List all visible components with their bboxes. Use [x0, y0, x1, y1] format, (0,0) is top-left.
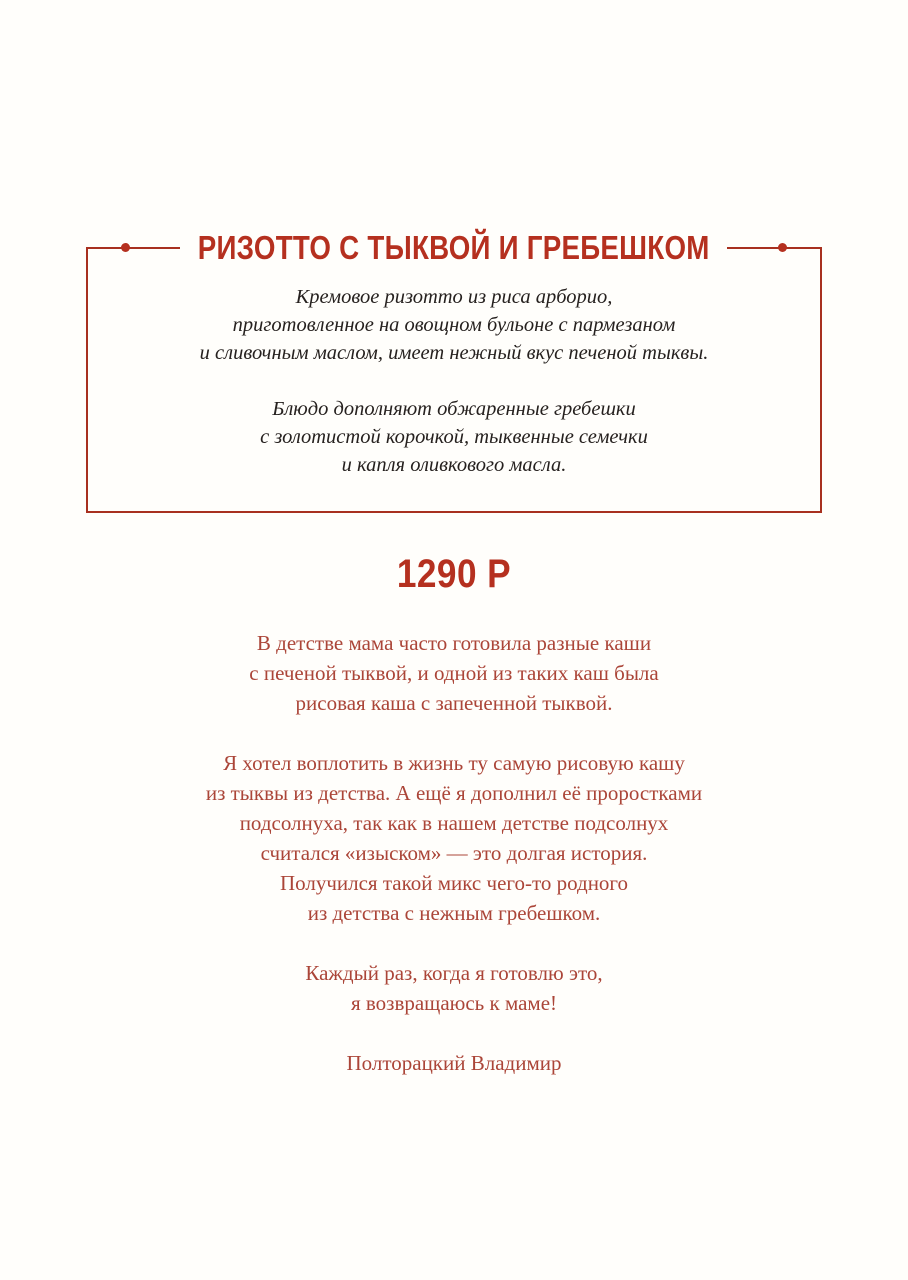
- dish-desc-line: и капля оливкового масла.: [341, 454, 567, 476]
- chef-story: [104, 628, 804, 1078]
- bullet-dot-icon-right: [778, 243, 787, 252]
- chef-story-paragraph-2: [104, 748, 804, 928]
- chef-story-line: Я хотел воплотить в жизнь ту самую рисовую кашу: [223, 751, 685, 775]
- chef-story-line: из детства с нежным гребешком.: [307, 901, 601, 925]
- dish-desc-line: Кремовое ризотто из риса арборио,: [295, 286, 613, 308]
- bullet-dot-icon-left: [121, 243, 130, 252]
- dish-desc-line: с золотистой корочкой, тыквенные семечки: [260, 426, 648, 448]
- chef-story-line: с печеной тыквой, и одной из таких каш была: [249, 661, 659, 685]
- dish-title: РИЗОТТО С ТЫКВОЙ И ГРЕБЕШКОМ: [195, 231, 714, 264]
- dish-description-paragraph-1: [86, 283, 822, 367]
- dish-price: 1290 Р: [396, 552, 512, 596]
- chef-story-line: рисовая каша с запеченной тыквой.: [295, 691, 613, 715]
- dish-desc-line: Блюдо дополняют обжаренные гребешки: [272, 398, 636, 420]
- dish-title-row: [86, 226, 822, 268]
- chef-story-paragraph-3: [104, 958, 804, 1018]
- chef-story-line: считался «изыском» — это долгая история.: [260, 841, 648, 865]
- chef-signature: Полторацкий Владимир: [346, 1051, 562, 1075]
- chef-story-line: подсолнуха, так как в нашем детстве подсолнух: [239, 811, 669, 835]
- dish-description-paragraph-2: [86, 395, 822, 479]
- dish-desc-line: и сливочным маслом, имеет нежный вкус печеной тыквы.: [199, 342, 709, 364]
- chef-story-line: я возвращаюсь к маме!: [350, 991, 558, 1015]
- chef-story-line: из тыквы из детства. А ещё я дополнил её проростками: [205, 781, 703, 805]
- chef-story-paragraph-1: [104, 628, 804, 718]
- dish-description: [86, 283, 822, 479]
- chef-story-line: В детстве мама часто готовила разные каши: [256, 631, 652, 655]
- chef-story-line: Получился такой микс чего-то родного: [279, 871, 629, 895]
- chef-story-line: Каждый раз, когда я готовлю это,: [305, 961, 603, 985]
- dish-desc-line: приготовленное на овощном бульоне с пармезаном: [232, 314, 676, 336]
